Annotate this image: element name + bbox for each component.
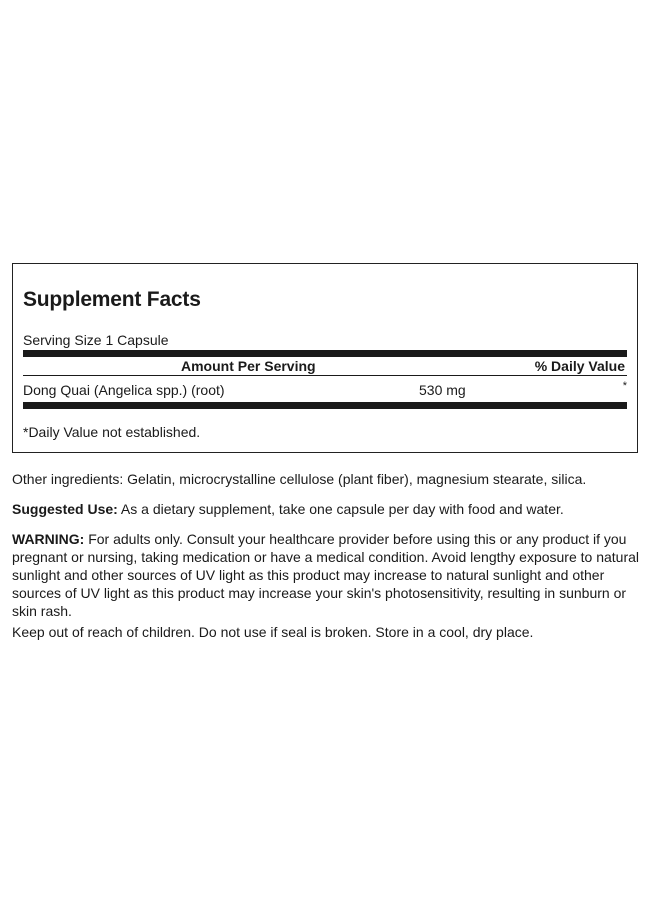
storage-instructions: Keep out of reach of children. Do not use if seal is broken. Store in a cool, dry place. — [12, 624, 534, 640]
other-ingredients: Other ingredients: Gelatin, microcrystalline cellulose (plant fiber), magnesium stearate, silica. — [12, 471, 587, 487]
suggested-use-label: Suggested Use: — [12, 501, 118, 517]
ingredient-name: Dong Quai (Angelica spp.) (root) — [23, 382, 225, 398]
suggested-use-text: As a dietary supplement, take one capsule per day with food and water. — [117, 501, 564, 517]
daily-value-footnote: *Daily Value not established. — [23, 424, 201, 440]
thick-divider-bottom — [23, 402, 627, 409]
warning-label: WARNING: — [12, 531, 85, 547]
warning-text: For adults only. Consult your healthcare provider before using this or any product if you pregnant or nursing, taking medication or have a medical condition. Avoid lengthy exposure to natural sunlight and other sources of UV light as this product may increase to natural sunlight and other sources of UV light as this product may increase your skin's photosensitivity, resulting in sunburn or skin rash. — [12, 531, 640, 619]
thin-divider — [23, 375, 627, 376]
warning — [12, 530, 648, 620]
ingredient-daily-value: * — [622, 380, 627, 392]
facts-title: Supplement Facts — [23, 288, 201, 311]
amount-per-serving-header: Amount Per Serving — [181, 358, 316, 374]
supplement-facts-panel — [12, 263, 638, 453]
serving-size: Serving Size 1 Capsule — [23, 332, 169, 348]
thick-divider-top — [23, 350, 627, 357]
suggested-use — [12, 500, 648, 518]
daily-value-header: % Daily Value — [534, 358, 625, 374]
ingredient-amount: 530 mg — [419, 382, 466, 398]
